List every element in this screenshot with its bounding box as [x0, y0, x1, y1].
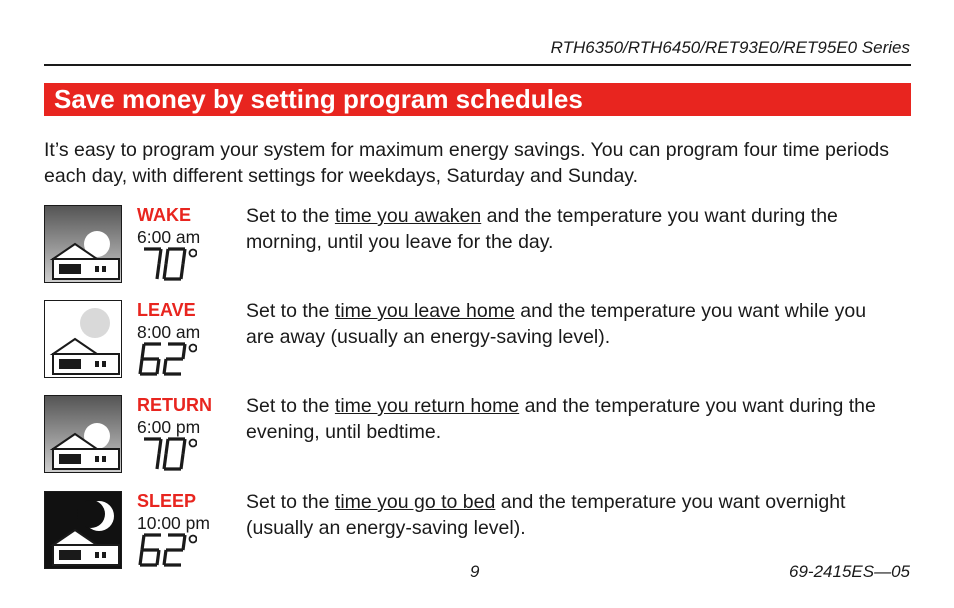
degree-symbol: [190, 440, 197, 447]
segment-c: [157, 359, 159, 374]
series-header: RTH6350/RTH6450/RET93E0/RET95E0 Series: [550, 38, 910, 57]
temperature-readout: [137, 531, 197, 574]
night-moon-house-icon: [44, 491, 122, 569]
temperature-digit: [164, 344, 185, 374]
segment-b: [183, 439, 185, 454]
evening-house-icon: [44, 395, 122, 473]
temperature-digit: [144, 439, 161, 469]
schedule-row-wake: [44, 205, 914, 285]
temperature-digit: [144, 249, 161, 279]
segment-b: [159, 439, 161, 454]
period-description: Set to the time you go to bed and the temperature you want overnight (usually an energy-saving level).: [246, 491, 846, 539]
segment-b: [183, 535, 185, 550]
period-label: RETURN: [137, 395, 212, 415]
schedule-row-leave: [44, 300, 914, 380]
temperature-digit: [140, 535, 161, 565]
intro-paragraph: It’s easy to program your system for maximum energy savings. You can program four time periods each day, with different settings for weekdays, Saturday and Sunday.: [44, 139, 890, 187]
temperature-digit: [164, 249, 185, 279]
daytime-house-icon: [44, 300, 122, 378]
segment-e: [164, 264, 166, 279]
segment-b: [183, 249, 185, 264]
degree-symbol: [190, 250, 197, 257]
schedule-row-sleep: [44, 491, 914, 571]
segment-e: [140, 550, 142, 565]
period-time: 6:00 pm: [137, 417, 201, 437]
temperature-digit: [164, 535, 185, 565]
temperature-digit: [140, 344, 161, 374]
section-title: Save money by setting program schedules: [44, 83, 911, 116]
period-description: Set to the time you leave home and the temperature you want while you are away (usually an energy-saving level).: [246, 300, 867, 348]
segment-c: [181, 454, 183, 469]
segment-b: [159, 249, 161, 264]
period-description: Set to the time you return home and the temperature you want during the evening, until bedtime.: [246, 395, 876, 443]
segment-f: [142, 344, 144, 359]
segment-e: [140, 359, 142, 374]
header-rule: [44, 64, 911, 66]
temperature-readout: [137, 435, 197, 478]
segment-c: [157, 550, 159, 565]
period-time: 8:00 am: [137, 322, 201, 342]
segment-b: [183, 344, 185, 359]
degree-symbol: [190, 536, 197, 543]
page-number: 9: [470, 562, 480, 581]
sunrise-house-icon: [44, 205, 122, 283]
schedule-row-return: [44, 395, 914, 475]
underlined-phrase: time you awaken: [334, 205, 482, 227]
segment-f: [142, 535, 144, 550]
period-label: LEAVE: [137, 300, 196, 320]
period-label: WAKE: [137, 205, 191, 225]
temperature-digit: [164, 439, 185, 469]
period-description: Set to the time you awaken and the temperature you want during the morning, until you leave for the day.: [246, 205, 838, 253]
document-code: 69-2415ES—05: [789, 562, 910, 581]
segment-c: [157, 264, 159, 279]
segment-c: [157, 454, 159, 469]
underlined-phrase: time you go to bed: [334, 491, 496, 513]
segment-f: [166, 439, 168, 454]
segment-e: [164, 454, 166, 469]
period-time: 6:00 am: [137, 227, 201, 247]
temperature-readout: [137, 340, 197, 383]
degree-symbol: [190, 345, 197, 352]
underlined-phrase: time you return home: [334, 395, 520, 417]
segment-e: [164, 550, 166, 565]
period-time: 10:00 pm: [137, 513, 210, 533]
underlined-phrase: time you leave home: [334, 300, 515, 322]
segment-f: [166, 249, 168, 264]
temperature-readout: [137, 245, 197, 288]
period-label: SLEEP: [137, 491, 197, 511]
segment-e: [164, 359, 166, 374]
segment-c: [181, 264, 183, 279]
